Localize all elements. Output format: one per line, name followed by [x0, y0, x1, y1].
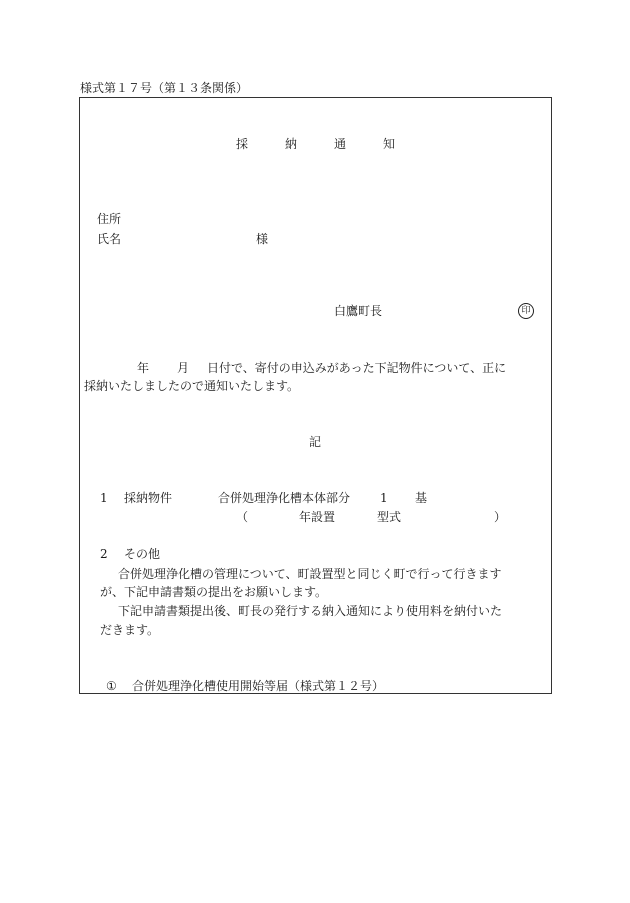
seal-mark: 印 [518, 303, 534, 319]
item1-paren-close: ） [494, 510, 507, 524]
ki-heading: 記 [309, 435, 322, 449]
attachment-text: 合併処理浄化槽使用開始等届（様式第１２号） [132, 679, 385, 693]
issuer-title: 白鷹町長 [334, 304, 383, 318]
body-line-1: 日付で、寄付の申込みがあった下記物件について、正に [207, 361, 507, 375]
date-month: 月 [177, 361, 190, 375]
item2-label: その他 [124, 547, 161, 561]
item2-line-1: 合併処理浄化槽の管理について、町設置型と同じく町で行って行きます [118, 567, 502, 581]
attachment-marker: ① [106, 679, 117, 693]
title-char-3: 通 [334, 137, 347, 151]
item1-paren-open: （ [236, 510, 249, 524]
item2-line-2: が、下記申請書類の提出をお願いします。 [100, 585, 328, 599]
date-year: 年 [137, 361, 150, 375]
item1-model: 型式 [377, 510, 402, 524]
item1-unit: 基 [415, 491, 428, 505]
form-number: 様式第１７号（第１３条関係） [80, 81, 249, 95]
body-line-2: 採納いたしましたので通知いたします。 [84, 379, 300, 393]
item2-line-3: 下記申請書類提出後、町長の発行する納入通知により使用料を納付いた [118, 604, 503, 618]
item2-line-4: だきます。 [100, 623, 160, 637]
item1-count: 1 [380, 491, 388, 505]
item1-value: 合併処理浄化槽本体部分 [218, 491, 351, 505]
title-char-2: 納 [285, 137, 298, 151]
honorific: 様 [256, 232, 269, 246]
name-label: 氏名 [97, 232, 122, 246]
address-label: 住所 [97, 212, 122, 226]
item2-number: 2 [100, 547, 108, 561]
title-char-1: 採 [236, 137, 249, 151]
item1-label: 採納物件 [124, 491, 173, 505]
title-char-4: 知 [383, 137, 396, 151]
item1-number: 1 [100, 491, 108, 505]
item1-year-setup: 年設置 [299, 510, 336, 524]
